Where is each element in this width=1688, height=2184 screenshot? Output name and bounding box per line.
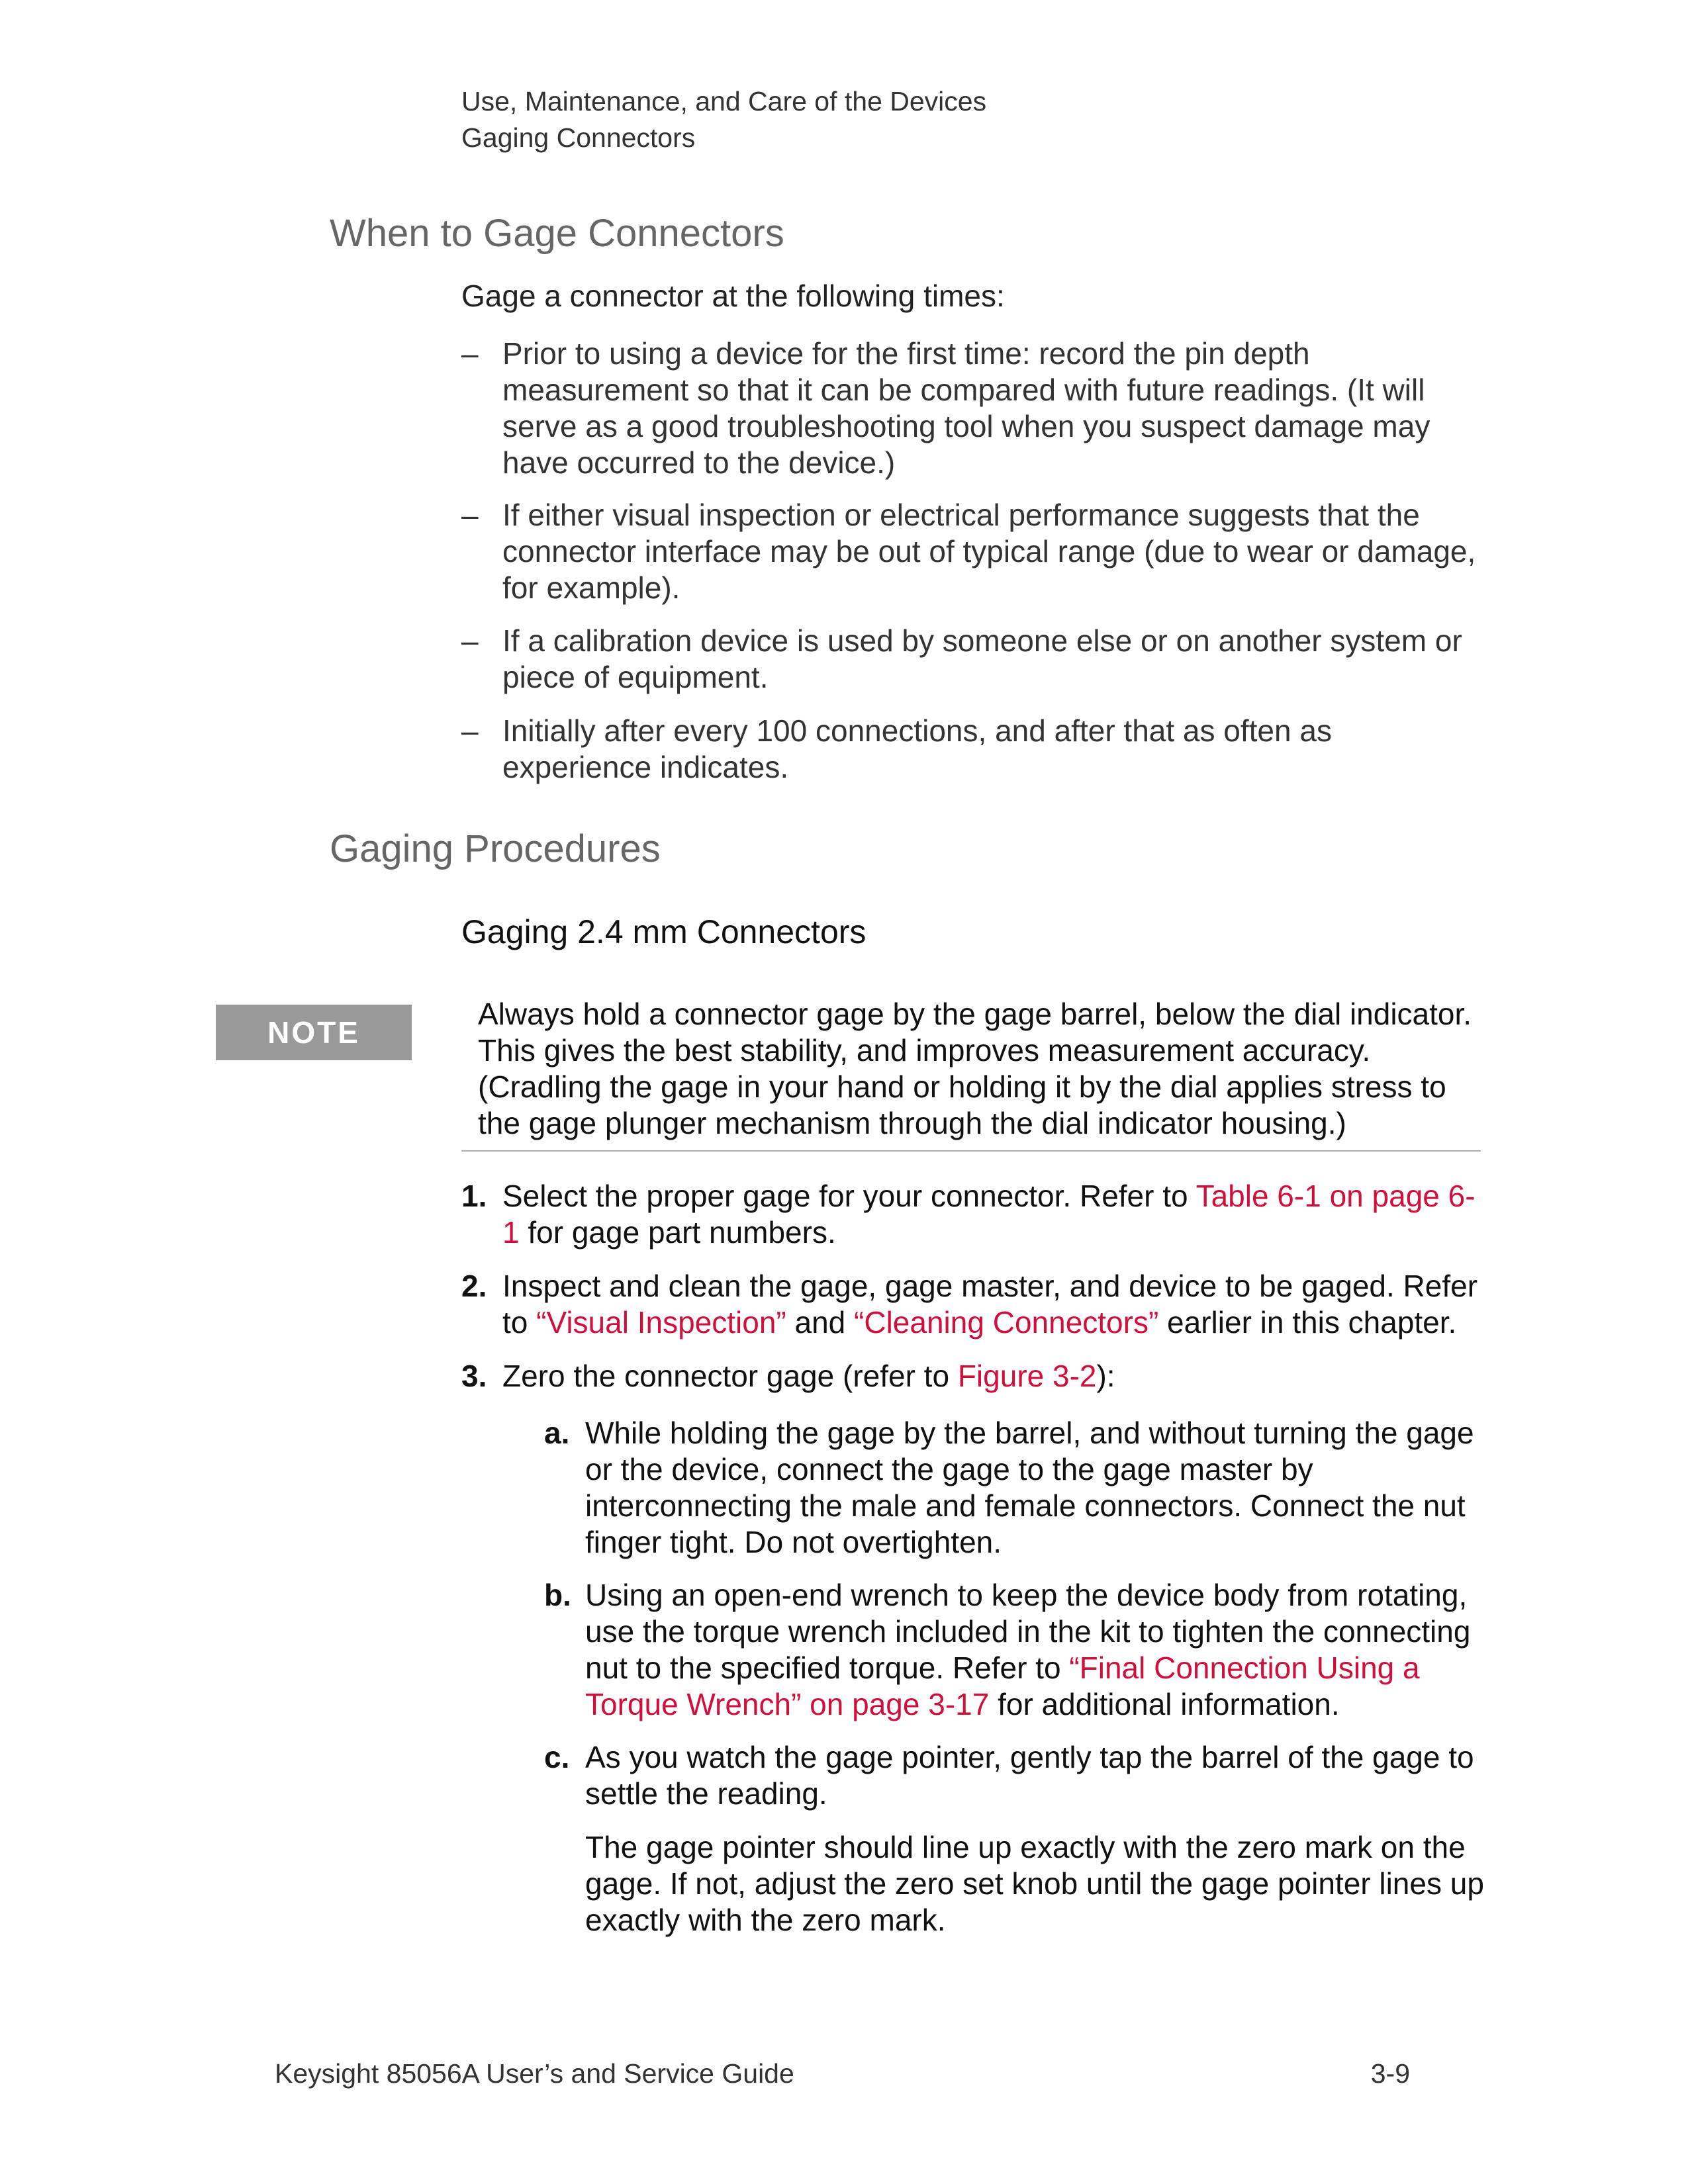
substep-text: While holding the gage by the barrel, and without turning the gage or the device, connect the gage to the gage master by interconnecting the male and female connectors. Connect the nut finger tight. Do not overtighten. bbox=[585, 1416, 1474, 1559]
dash-bullet: – bbox=[461, 713, 479, 748]
final-connection-link[interactable]: “Final Connection Using a Torque Wrench” on page 3-17 bbox=[585, 1651, 1420, 1721]
substep-letter: b. bbox=[544, 1578, 571, 1612]
step-text-part: Zero the connector gage (refer to bbox=[502, 1359, 958, 1393]
substep-letter: a. bbox=[544, 1416, 570, 1450]
step-text bbox=[502, 1268, 1487, 1341]
figure-3-2-link[interactable]: Figure 3-2 bbox=[957, 1359, 1097, 1393]
step-number: 2. bbox=[461, 1269, 487, 1303]
cleaning-connectors-link[interactable]: “Cleaning Connectors” bbox=[854, 1305, 1159, 1340]
substep-text bbox=[585, 1577, 1484, 1723]
step-3 bbox=[461, 1358, 1487, 1394]
step-2 bbox=[461, 1268, 1487, 1341]
footer-guide-title: Keysight 85056A User’s and Service Guide bbox=[275, 2058, 794, 2089]
step-text-part: for gage part numbers. bbox=[519, 1215, 836, 1250]
note-badge: NOTE bbox=[216, 1005, 412, 1060]
step-text bbox=[502, 1178, 1487, 1251]
step-text-part: ): bbox=[1096, 1359, 1115, 1393]
list-item bbox=[461, 497, 1487, 606]
table-6-1-link[interactable]: Table 6-1 on page 6-1 bbox=[502, 1179, 1476, 1250]
list-item bbox=[461, 713, 1487, 786]
subsection-title: Gaging 2.4 mm Connectors bbox=[461, 913, 867, 950]
step-1 bbox=[461, 1178, 1487, 1251]
list-item bbox=[461, 623, 1487, 696]
visual-inspection-link[interactable]: “Visual Inspection” bbox=[536, 1305, 786, 1340]
section-title-when-to-gage: When to Gage Connectors bbox=[330, 212, 784, 255]
dash-bullet: – bbox=[461, 498, 479, 532]
note-text: Always hold a connector gage by the gage barrel, below the dial indicator. This gives the best stability, and improves measurement accuracy. (Cradling the gage in your hand or holding it by the dial applies stress to the gage plunger mechanism through the dial indicator housing.) bbox=[478, 997, 1472, 1140]
substep-b bbox=[544, 1577, 1484, 1723]
step-text-part: Inspect and clean the gage, gage master, and device to be gaged. Refer to bbox=[502, 1269, 1478, 1340]
step-text-part: earlier in this chapter. bbox=[1158, 1305, 1457, 1340]
substep-letter: c. bbox=[544, 1740, 570, 1774]
running-header-section: Gaging Connectors bbox=[461, 122, 696, 153]
step-text-part: and bbox=[786, 1305, 855, 1340]
running-header-chapter: Use, Maintenance, and Care of the Devices bbox=[461, 86, 987, 116]
dash-bullet: – bbox=[461, 336, 479, 371]
note-divider bbox=[461, 1150, 1481, 1152]
step-text-part: Select the proper gage for your connector. Refer to bbox=[502, 1179, 1196, 1213]
list-item-text: Initially after every 100 connections, and after that as often as experience indicates. bbox=[502, 713, 1332, 784]
list-item-text: If a calibration device is used by someone else or on another system or piece of equipment. bbox=[502, 623, 1462, 694]
step-text bbox=[502, 1358, 1487, 1394]
paragraph-text: The gage pointer should line up exactly with the zero mark on the gage. If not, adjust the zero set knob until the gage pointer lines up exactly with the zero mark. bbox=[585, 1830, 1484, 1937]
substep-c bbox=[544, 1739, 1484, 1812]
section-title-gaging-procedures: Gaging Procedures bbox=[330, 827, 661, 870]
step-number: 3. bbox=[461, 1359, 487, 1393]
substep-text: As you watch the gage pointer, gently tap the barrel of the gage to settle the reading. bbox=[585, 1740, 1474, 1811]
list-item-text: Prior to using a device for the first time: record the pin depth measurement so that it can be compared with future readings. (It will serve as a good troubleshooting tool when you suspect damage may have occurred to the device.) bbox=[502, 336, 1430, 480]
step-number: 1. bbox=[461, 1179, 487, 1213]
substep-c-paragraph bbox=[544, 1829, 1484, 1938]
substep-text-part: for additional information. bbox=[989, 1687, 1340, 1721]
list-item bbox=[461, 336, 1487, 481]
list-item-text: If either visual inspection or electrical performance suggests that the connector interface may be out of typical range (due to wear or damage, for example). bbox=[502, 498, 1476, 605]
section-intro: Gage a connector at the following times: bbox=[461, 279, 1005, 313]
page-number: 3-9 bbox=[1370, 2058, 1410, 2089]
substep-text-part: Using an open-end wrench to keep the device body from rotating, use the torque wrench included in the kit to tighten the connecting nut to the specified torque. Refer to bbox=[585, 1578, 1471, 1685]
substep-a bbox=[544, 1415, 1484, 1561]
dash-bullet: – bbox=[461, 623, 479, 658]
